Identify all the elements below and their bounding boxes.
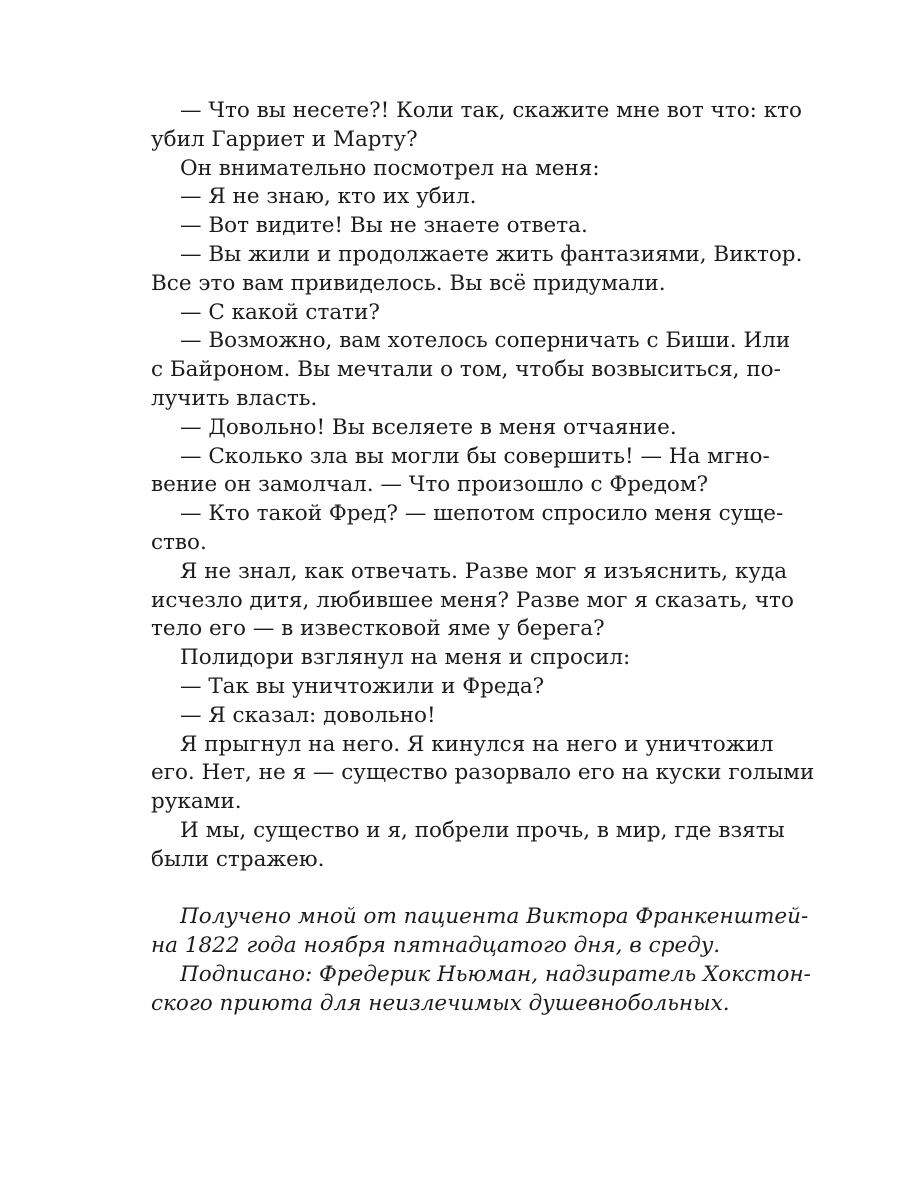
text-line: — Я не знаю, кто их убил.: [180, 184, 477, 210]
note-line: Получено мной от пациента Виктора Франкенштей-: [180, 904, 809, 930]
text-line: ство.: [151, 529, 207, 555]
text-line: — Что вы несете?! Коли так, скажите мне вот что: кто: [180, 98, 802, 123]
text-line: Я не знал, как отвечать. Разве мог я изъяснить, куда: [180, 558, 788, 584]
text-line: были стражею.: [151, 846, 325, 872]
text-line: — Возможно, вам хотелось соперничать с Биши. Или: [180, 328, 791, 354]
text-line: Полидори взглянул на меня и спросил:: [180, 645, 631, 671]
text-line: с Байроном. Вы мечтали о том, чтобы возвыситься, по-: [151, 357, 781, 383]
text-line: исчезло дитя, любившее меня? Разве мог я сказать, что: [151, 587, 794, 613]
text-line: — Вы жили и продолжаете жить фантазиями, Виктор.: [180, 241, 803, 267]
text-line: — С какой стати?: [180, 299, 380, 325]
text-line: Я прыгнул на него. Я кинулся на него и уничтожил: [180, 731, 774, 757]
body-text: [151, 97, 815, 875]
text-line: Он внимательно посмотрел на меня:: [180, 155, 600, 181]
section-gap: [151, 875, 729, 904]
text-line: его. Нет, не я — существо разорвало его на куски голыми: [151, 760, 815, 786]
text-line: — Довольно! Вы вселяете в меня отчаяние.: [180, 414, 677, 440]
text-line: убил Гарриет и Марту?: [151, 126, 418, 152]
note-line: ского приюта для неизлечимых душевнобольных.: [151, 990, 730, 1016]
text-line: — Сколько зла вы могли бы совершить! — На мгно-: [180, 443, 770, 469]
closing-note: [151, 903, 811, 1018]
text-line: руками.: [151, 789, 242, 815]
text-line: вение он замолчал. — Что произошло с Фредом?: [151, 472, 709, 498]
text-line: — Я сказал: довольно!: [180, 702, 436, 728]
page-text: [151, 97, 815, 1019]
text-line: — Кто такой Фред? — шепотом спросило меня суще-: [180, 501, 784, 527]
note-line: на 1822 года ноября пятнадцатого дня, в среду.: [151, 933, 721, 959]
text-line: — Вот видите! Вы не знаете ответа.: [180, 213, 588, 239]
text-line: — Так вы уничтожили и Фреда?: [180, 673, 545, 699]
text-line: лучить власть.: [151, 385, 318, 411]
text-line: И мы, существо и я, побрели прочь, в мир, где взяты: [180, 817, 785, 843]
note-line: Подписано: Фредерик Ньюман, надзиратель Хокстон-: [180, 961, 811, 987]
text-line: Все это вам привиделось. Вы всё придумали.: [151, 270, 666, 296]
text-line: тело его — в известковой яме у берега?: [151, 616, 605, 642]
